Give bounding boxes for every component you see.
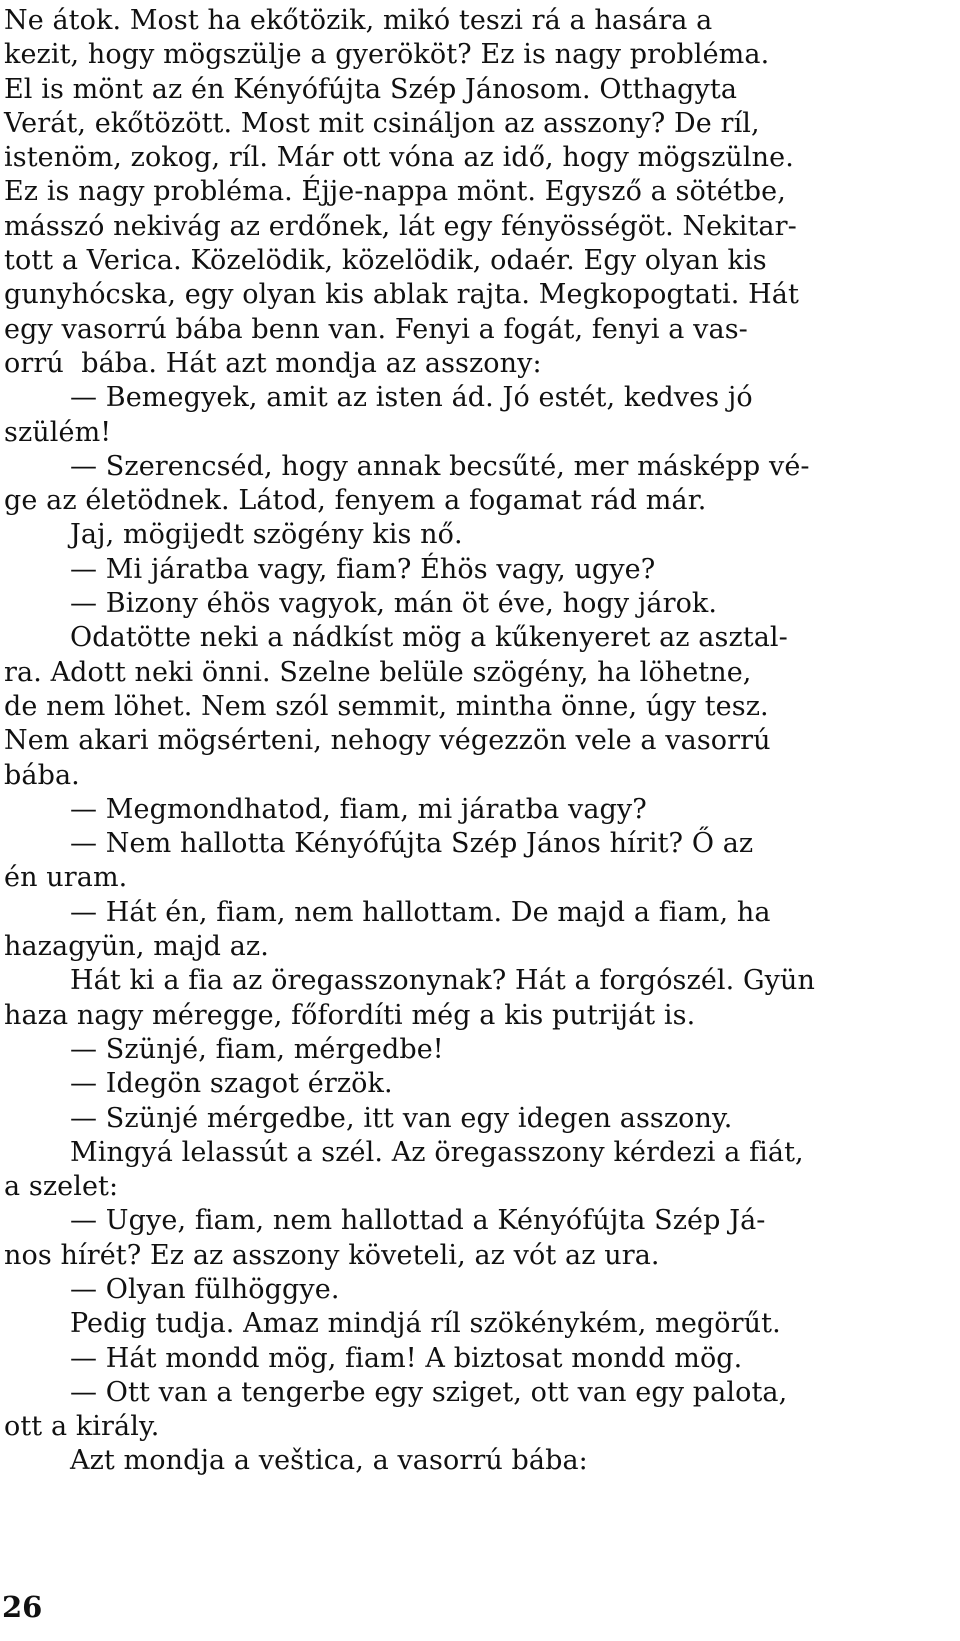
paragraph-start-line: Mingyá lelassút a szél. Az öregasszony kérdezi a fiát, — [70, 1136, 804, 1168]
text-line: orrú bába. Hát azt mondja az asszony: — [4, 347, 542, 379]
text-line: szülém! — [4, 416, 112, 448]
text-line: nos hírét? Ez az asszony követeli, az vót az ura. — [4, 1239, 660, 1271]
text-line: haza nagy méregge, főfordíti még a kis putriját is. — [4, 999, 696, 1031]
text-line: El is mönt az én Kényófújta Szép Jánosom. Otthagyta — [4, 73, 738, 105]
dialogue-line: — Szünjé mérgedbe, itt van egy idegen asszony. — [70, 1102, 733, 1134]
paragraph-start-line: Hát ki a fia az öregasszonynak? Hát a forgószél. Gyün — [70, 965, 816, 997]
dialogue-line: — Szerencséd, hogy annak becsűté, mer másképp vé- — [70, 450, 810, 482]
text-line: de nem löhet. Nem szól semmit, mintha önne, úgy tesz. — [4, 690, 769, 722]
text-line: ott a király. — [4, 1411, 160, 1443]
dialogue-line: — Hát mondd mög, fiam! A biztosat mondd mög. — [70, 1342, 743, 1374]
text-line: Nem akari mögsérteni, nehogy végezzön vele a vasorrú — [4, 725, 771, 757]
page-number: 26 — [2, 1590, 43, 1624]
text-line: Ne átok. Most ha ekőtözik, mikó teszi rá a hasára a — [4, 5, 713, 36]
text-line: hazagyün, majd az. — [4, 931, 269, 963]
dialogue-line: — Mi járatba vagy, fiam? Éhös vagy, ugye? — [70, 553, 656, 585]
paragraph-start-line: Odatötte neki a nádkíst mög a kűkenyeret az asztal- — [70, 622, 788, 654]
text-line: a szelet: — [4, 1171, 119, 1203]
text-line: gunyhócska, egy olyan kis ablak rajta. Megkopogtati. Hát — [4, 279, 799, 311]
dialogue-line: — Bemegyek, amit az isten ád. Jó estét, kedves jó — [70, 382, 753, 414]
dialogue-line: — Ugye, fiam, nem hallottad a Kényófújta Szép Já- — [70, 1205, 766, 1237]
paragraph-start-line: Azt mondja a veštica, a vasorrú bába: — [70, 1445, 588, 1477]
text-line: én uram. — [4, 862, 128, 894]
dialogue-line: — Olyan fülhöggye. — [70, 1273, 340, 1305]
page-body-text — [4, 4, 956, 1479]
dialogue-line: — Megmondhatod, fiam, mi járatba vagy? — [70, 793, 647, 825]
dialogue-line: — Hát én, fiam, nem hallottam. De majd a fiam, ha — [70, 896, 771, 928]
dialogue-line: — Bizony éhös vagyok, mán öt éve, hogy járok. — [70, 588, 718, 620]
dialogue-line: — Nem hallotta Kényófújta Szép János hírit? Ő az — [70, 828, 754, 860]
paragraph-start-line: Jaj, mögijedt szögény kis nő. — [70, 519, 463, 551]
text-line: Ez is nagy probléma. Éjje-nappa mönt. Egysző a sötétbe, — [4, 176, 786, 208]
text-line: ge az életödnek. Látod, fenyem a fogamat rád már. — [4, 485, 707, 517]
paragraph-start-line: Pedig tudja. Amaz mindjá ríl szökénykém, megörűt. — [70, 1308, 781, 1340]
text-line: másszó nekivág az erdőnek, lát egy fényösségöt. Nekitar- — [4, 210, 797, 242]
text-line: ra. Adott neki önni. Szelne belüle szögény, ha löhetne, — [4, 656, 752, 688]
dialogue-line: — Ott van a tengerbe egy sziget, ott van egy palota, — [70, 1376, 788, 1408]
text-line: bába. — [4, 759, 80, 791]
text-line: egy vasorrú bába benn van. Fenyi a fogát, fenyi a vas- — [4, 313, 748, 345]
text-line: Verát, ekőtözött. Most mit csináljon az asszony? De ríl, — [4, 107, 760, 139]
dialogue-line: — Szünjé, fiam, mérgedbe! — [70, 1033, 444, 1065]
dialogue-line: — Idegön szagot érzök. — [70, 1068, 393, 1100]
text-line: kezit, hogy mögszülje a gyerököt? Ez is nagy probléma. — [4, 39, 770, 71]
text-line: tott a Verica. Közelödik, közelödik, odaér. Egy olyan kis — [4, 245, 767, 277]
text-line: istenöm, zokog, ríl. Már ott vóna az idő, hogy mögszülne. — [4, 142, 794, 174]
